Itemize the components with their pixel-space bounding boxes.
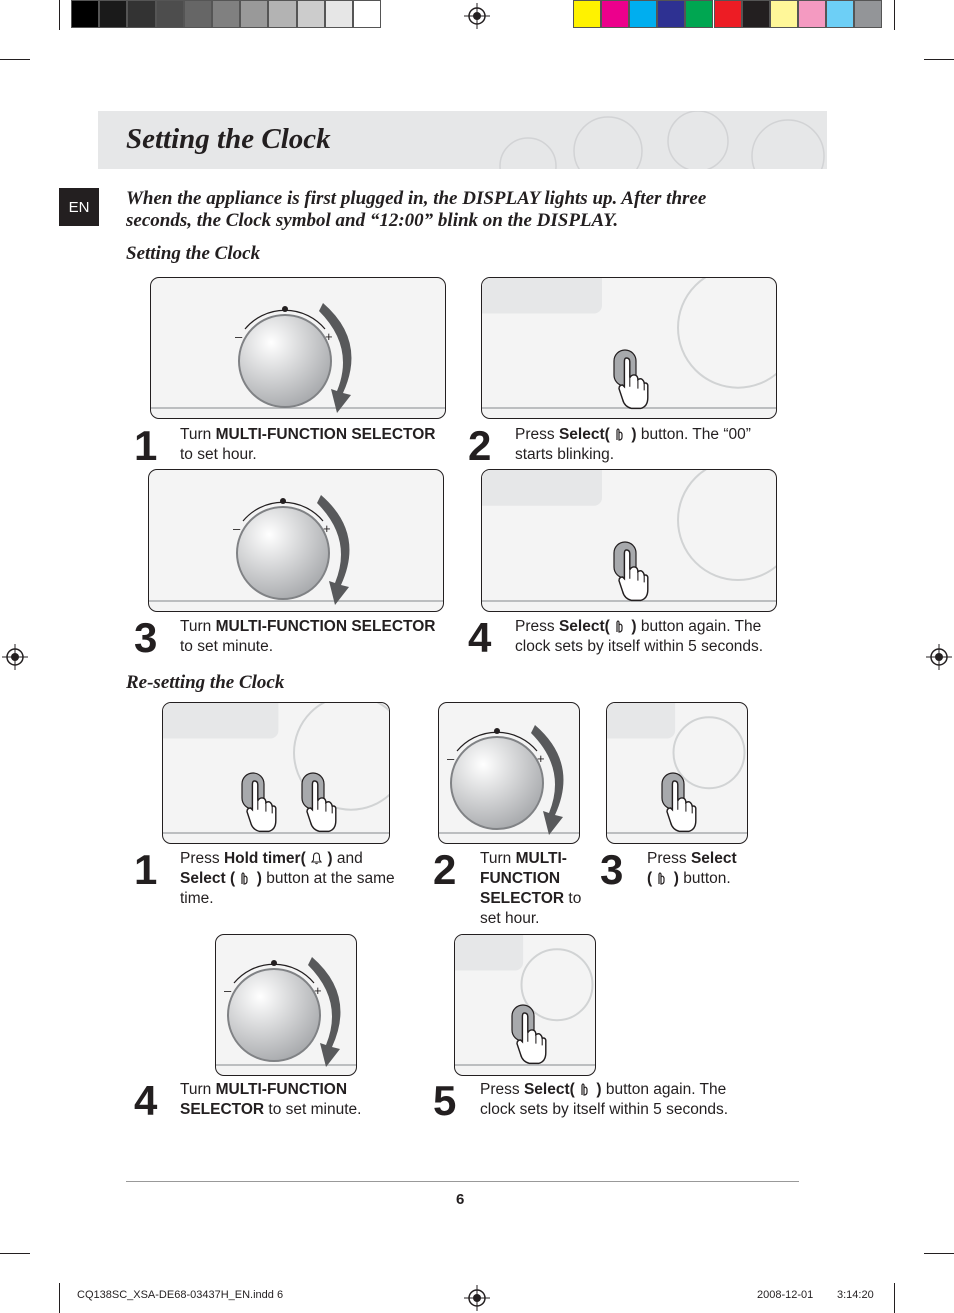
process-swatch <box>685 0 713 28</box>
gray-swatch <box>297 0 325 28</box>
gray-swatch <box>71 0 99 28</box>
select-hand-icon <box>579 1082 592 1096</box>
gray-swatch <box>156 0 184 28</box>
display-window <box>482 470 602 506</box>
select-button-illustration <box>606 702 748 844</box>
process-swatch <box>854 0 882 28</box>
page-title: Setting the Clock <box>126 123 331 155</box>
process-swatch <box>826 0 854 28</box>
crop-mark <box>894 1283 895 1313</box>
dial-indicator-dot <box>280 498 286 504</box>
footer-rule <box>126 1181 799 1182</box>
step-number: 4 <box>134 1077 158 1124</box>
step-number: 1 <box>134 846 158 893</box>
print-date: 2008-12-01 <box>757 1289 814 1301</box>
step-text: Turn MULTI-FUNCTION SELECTOR to set hour. <box>180 426 436 463</box>
gray-swatch <box>268 0 296 28</box>
gray-swatch <box>99 0 127 28</box>
step-text: Press Select( ) button again. The clock sets by itself within 5 seconds. <box>515 618 764 655</box>
crop-mark <box>59 0 60 30</box>
select-hand-icon <box>614 427 627 441</box>
select-button-illustration <box>454 934 596 1076</box>
panel-knob-outline <box>678 470 777 580</box>
display-window <box>607 703 675 738</box>
dial-illustration <box>438 702 580 844</box>
step-text: Turn MULTI-FUNCTION SELECTOR to set minute. <box>180 1081 362 1118</box>
gray-swatch <box>127 0 155 28</box>
select-hand-icon <box>239 871 252 885</box>
crop-mark <box>59 1283 60 1313</box>
dial-plus-mark: + <box>314 983 322 998</box>
step-text: Press Select ( ) button. <box>647 850 737 887</box>
crop-mark <box>894 0 895 30</box>
process-swatch <box>629 0 657 28</box>
step-number: 4 <box>468 614 492 661</box>
process-swatch <box>657 0 685 28</box>
display-window <box>482 278 602 313</box>
process-swatch <box>714 0 742 28</box>
print-time: 3:14:20 <box>837 1289 874 1301</box>
registration-mark-icon <box>464 3 490 29</box>
panel-knob-outline <box>678 278 777 388</box>
process-swatch <box>798 0 826 28</box>
step-number: 5 <box>433 1077 457 1124</box>
hold-timer-select-illustration <box>162 702 390 844</box>
process-swatch <box>742 0 770 28</box>
intro-line: seconds, the Clock symbol and “12:00” blink on the DISPLAY. <box>126 210 619 231</box>
step-number: 3 <box>600 846 624 893</box>
dial-indicator-dot <box>282 306 288 312</box>
section-heading-setting: Setting the Clock <box>126 243 261 264</box>
registration-mark-icon <box>464 1285 490 1311</box>
dial-plus-mark: + <box>323 521 331 536</box>
dial-plus-mark: + <box>325 329 333 344</box>
step-number: 1 <box>134 422 158 469</box>
select-button-illustration <box>481 469 777 612</box>
gray-swatch <box>212 0 240 28</box>
file-info: CQ138SC_XSA-DE68-03437H_EN.indd 6 <box>77 1289 284 1301</box>
step-number: 2 <box>468 422 492 469</box>
step-number: 2 <box>433 846 457 893</box>
panel-knob-outline <box>674 717 745 788</box>
dial-minus-mark: – <box>447 751 455 766</box>
dial-indicator-dot <box>494 728 500 734</box>
process-swatch <box>573 0 601 28</box>
dial-minus-mark: – <box>224 983 232 998</box>
selector-dial <box>451 737 543 829</box>
display-window <box>163 703 278 738</box>
step-text: Press Select( ) button. The “00” starts blinking. <box>515 426 751 463</box>
gray-swatch <box>184 0 212 28</box>
crop-mark <box>924 59 954 60</box>
step-text: Turn MULTI- FUNCTION SELECTOR to set hour. <box>480 850 582 927</box>
dial-minus-mark: – <box>235 329 243 344</box>
page-number: 6 <box>456 1191 465 1208</box>
dial-illustration <box>150 277 446 419</box>
dial-illustration <box>148 469 444 612</box>
registration-mark-icon <box>2 644 28 670</box>
gray-swatch <box>240 0 268 28</box>
dial-minus-mark: – <box>233 521 241 536</box>
crop-mark <box>0 59 30 60</box>
dial-illustration <box>215 934 357 1076</box>
crop-mark <box>924 1253 954 1254</box>
intro-line: When the appliance is first plugged in, the DISPLAY lights up. After three <box>126 188 707 209</box>
step-text: Press Hold timer( ) and Select ( ) button at the same time. <box>180 850 395 907</box>
process-swatch <box>601 0 629 28</box>
crop-mark <box>0 1253 30 1254</box>
language-tag: EN <box>59 188 99 226</box>
step-number: 3 <box>134 614 158 661</box>
section-heading-resetting: Re-setting the Clock <box>126 672 285 693</box>
step-text: Press Select( ) button again. The clock sets by itself within 5 seconds. <box>480 1081 729 1118</box>
process-swatch <box>770 0 798 28</box>
display-window <box>455 935 523 970</box>
dial-indicator-dot <box>271 960 277 966</box>
gray-swatch <box>353 0 381 28</box>
gray-swatch <box>325 0 353 28</box>
selector-dial <box>237 507 329 599</box>
select-hand-icon <box>656 871 669 885</box>
registration-mark-icon <box>926 644 952 670</box>
dial-plus-mark: + <box>537 751 545 766</box>
intro-text <box>126 188 806 232</box>
selector-dial <box>228 969 320 1061</box>
select-hand-icon <box>614 619 627 633</box>
select-button-illustration <box>481 277 777 419</box>
bell-icon <box>310 851 323 865</box>
step-text: Turn MULTI-FUNCTION SELECTOR to set minute. <box>180 618 436 655</box>
selector-dial <box>239 315 331 407</box>
